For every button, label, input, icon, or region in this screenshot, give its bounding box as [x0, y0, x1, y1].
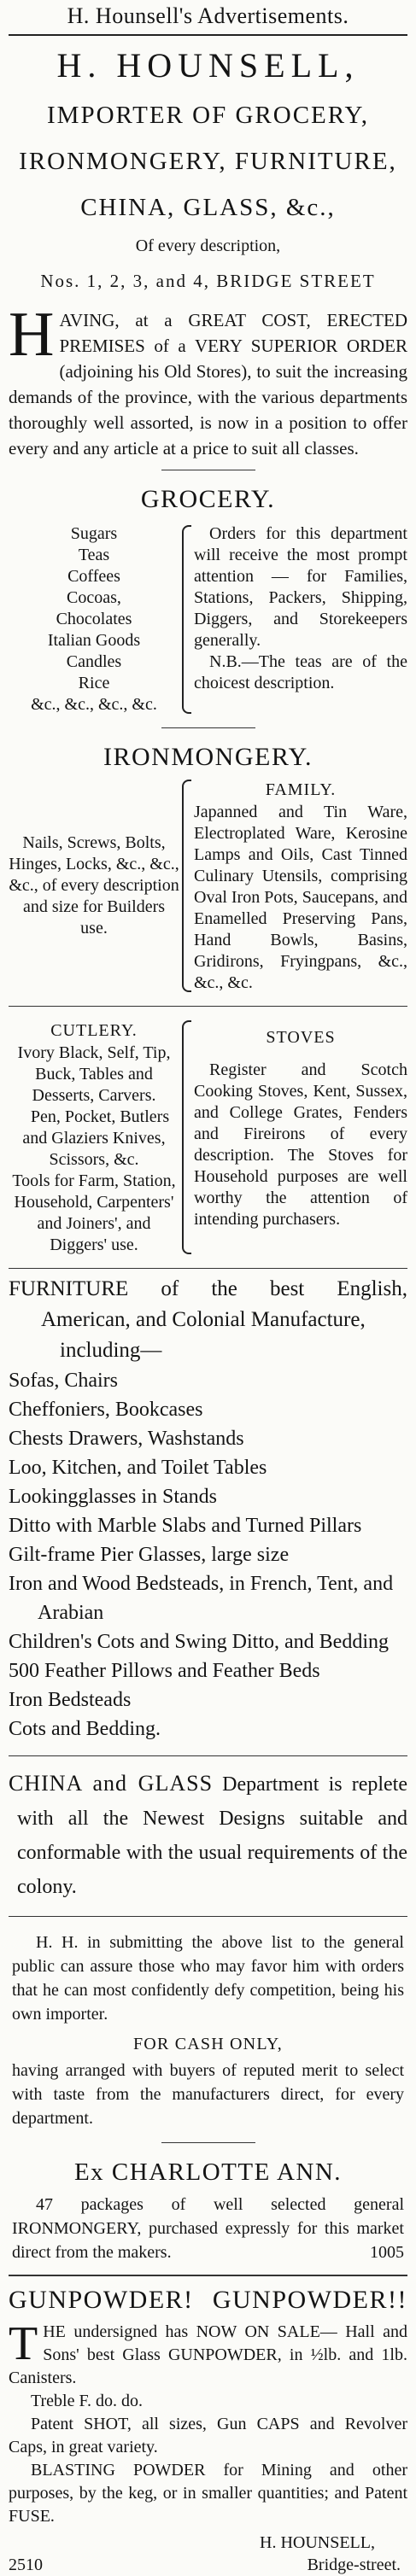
divider — [161, 2142, 255, 2143]
divider — [9, 2275, 407, 2276]
ad-code: 2510 — [9, 2556, 43, 2574]
builders-hardware-text: Nails, Screws, Bolts, Hinges, Locks, &c., &c., &c., of every description and size for Builders use. — [9, 833, 179, 938]
grocery-item: &c., &c., &c., &c. — [31, 695, 157, 714]
family-text: Japanned and Tin Ware, Electroplated Ware, Kerosine Lamps and Oils, Cast Tinned Culinary Utensils, comprising Oval Iron Pots, Saucepans, and Enamelled Preserving Pans, Hand Bowls, Basins, Gridirons, Fryingpans, &c., &c., &c. — [194, 803, 407, 992]
furniture-item: Iron and Wood Bedsteads, in French, Tent, and Arabian — [9, 1573, 394, 1624]
gunpowder-para-4: BLASTING POWDER for Mining and other purposes, by the keg, or in smaller quantities; and Patent FUSE. — [9, 2461, 407, 2526]
furniture-section — [9, 1274, 407, 1744]
shipment-code: 1005 — [370, 2243, 404, 2262]
furniture-item: Cots and Bedding. — [9, 1718, 161, 1740]
intro-paragraph — [9, 300, 407, 461]
page-header — [9, 0, 407, 36]
tools-text: Tools for Farm, Station, Household, Carpenters' and Joiners', and Diggers' use. — [12, 1171, 176, 1254]
masthead-address: Nos. 1, 2, 3, and 4, BRIDGE STREET — [40, 271, 376, 291]
intro-dropcap: H — [9, 300, 55, 370]
furniture-item: Gilt-frame Pier Glasses, large size — [9, 1544, 290, 1566]
brace — [182, 525, 191, 714]
cutlery-column — [9, 1019, 179, 1256]
masthead-line-ironmongery: IRONMONGERY, FURNITURE, — [19, 148, 397, 175]
furniture-item: Sofas, Chairs — [9, 1370, 118, 1392]
cutlery-text-2: Pen, Pocket, Butlers and Glaziers Knives, Scissors, &c. — [22, 1107, 170, 1169]
gunpowder-para-3: Patent SHOT, all sizes, Gun CAPS and Revolver Caps, in great variety. — [9, 2415, 407, 2456]
divider — [161, 727, 255, 728]
ironmongery-section-cutlery — [9, 1019, 407, 1256]
grocery-desc-text: Orders for this department will receive the most prompt attention — for Families, Stations, Packers, Shipping, Diggers, and Storekeepers generally. — [194, 524, 407, 650]
furniture-subtitle: American, and Colonial Manufacture, — [41, 1308, 366, 1331]
shipment-text-block — [9, 2193, 407, 2264]
furniture-item: Lookingglasses in Stands — [9, 1486, 217, 1508]
furniture-item: Iron Bedsteads — [9, 1689, 132, 1711]
divider — [9, 1755, 407, 1756]
signature-street: Bridge-street. — [307, 2556, 401, 2574]
masthead-line-china: CHINA, GLASS, &c., — [80, 194, 336, 221]
china-glass-section — [9, 1767, 407, 1904]
gunpowder-title: GUNPOWDER! GUNPOWDER!! — [9, 2286, 407, 2314]
grocery-item: Rice — [78, 674, 110, 692]
builders-hardware — [9, 778, 179, 994]
page-title: H. Hounsell's Advertisements. — [67, 3, 349, 28]
notice-arranged: having arranged with buyers of reputed merit to select with taste from the manufacturers direct, for every department. — [12, 2061, 404, 2128]
grocery-description — [180, 523, 407, 716]
brace — [182, 1020, 191, 1254]
ironmongery-section-family — [9, 778, 407, 994]
signature-block — [9, 2532, 407, 2576]
stoves-text: Register and Scotch Cooking Stoves, Kent, Sussex, and College Grates, Fenders and Fireirons of every description. The Stoves for Household purposes are well worthy the attention of intending purchasers. — [194, 1060, 407, 1229]
gunpowder-section — [9, 2280, 407, 2576]
grocery-item: Cocoas, — [67, 588, 121, 607]
masthead — [9, 39, 407, 301]
furniture-item: Loo, Kitchen, and Toilet Tables — [9, 1457, 267, 1479]
furniture-item: Cheffoniers, Bookcases — [9, 1399, 203, 1421]
grocery-section — [9, 523, 407, 716]
gunpowder-dropcap: T — [9, 2317, 38, 2370]
ironmongery-title: IRONMONGERY. — [103, 743, 313, 771]
family-title: FAMILY. — [265, 780, 337, 799]
cash-only: FOR CASH ONLY, — [132, 2035, 284, 2053]
grocery-item: Sugars — [70, 524, 118, 543]
grocery-item: Teas — [78, 546, 110, 564]
gunpowder-para-2: Treble F. do. do. — [31, 2392, 144, 2410]
stoves-title: STOVES — [266, 1028, 336, 1047]
family-wares — [180, 778, 407, 994]
divider — [9, 1006, 407, 1007]
shipment-title: Ex CHARLOTTE ANN. — [73, 2158, 343, 2186]
grocery-item: Coffees — [67, 567, 120, 586]
stoves-column — [180, 1019, 407, 1256]
grocery-items — [9, 523, 179, 716]
furniture-title: FURNITURE of the best English, — [9, 1277, 407, 1300]
furniture-item: Ditto with Marble Slabs and Turned Pillars — [9, 1515, 362, 1537]
masthead-line-description: Of every description, — [135, 237, 281, 255]
grocery-item: Italian Goods — [47, 631, 141, 650]
furniture-item: Chests Drawers, Washstands — [9, 1428, 244, 1450]
furniture-list — [9, 1366, 407, 1744]
furniture-including: including— — [60, 1339, 162, 1362]
brace — [182, 780, 191, 992]
signature — [260, 2532, 407, 2576]
divider — [9, 1268, 407, 1269]
advertisement-page — [9, 0, 407, 2576]
gunpowder-body — [9, 2317, 407, 2528]
intro-text: AVING, at a GREAT COST, ERECTED PREMISES of a VERY SUPERIOR ORDER (adjoining his Old Stores), to suit the increasing demands of the province, with the various departments thoroughly well assorted, is now in a position to offer every and any article at a price to suit all classes. — [9, 310, 407, 459]
cutlery-title: CUTLERY. — [50, 1021, 138, 1040]
notice-text: H. H. in submitting the above list to the general public can assure those who may favor him with orders that he can most confidently defy competition, being his own importer. — [12, 1933, 404, 2024]
china-glass-text: Department is replete with all the Newest Designs suitable and conformable with the usual requirements of the colony. — [17, 1773, 407, 1898]
grocery-title: GROCERY. — [140, 485, 276, 513]
furniture-item: Children's Cots and Swing Ditto, and Bedding — [9, 1631, 389, 1653]
gunpowder-para-1 — [9, 2317, 407, 2390]
gunpowder-text-1: HE undersigned has NOW ON SALE— Hall and Sons' best Glass GUNPOWDER, in ½lb. and 1lb. Canisters. — [9, 2322, 407, 2387]
cutlery-text: Ivory Black, Self, Tip, Buck, Tables and Desserts, Carvers. — [17, 1043, 171, 1105]
grocery-item: Candles — [66, 652, 122, 671]
signature-name: H. HOUNSELL, — [260, 2533, 375, 2552]
furniture-item: 500 Feather Pillows and Feather Beds — [9, 1660, 320, 1682]
notice-section — [9, 1931, 407, 2130]
grocery-note: N.B.—The teas are of the choicest description. — [194, 652, 407, 692]
china-glass-lead: CHINA and GLASS — [9, 1771, 214, 1796]
merchant-name: H. HOUNSELL, — [56, 46, 360, 85]
divider — [9, 1916, 407, 1917]
shipment-text: 47 packages of well selected general IRONMONGERY, purchased expressly for this market direct from the makers. — [12, 2195, 404, 2262]
shipment-section — [9, 2152, 407, 2264]
masthead-line-importer: IMPORTER OF GROCERY, — [47, 102, 369, 129]
grocery-item: Chocolates — [56, 610, 132, 628]
